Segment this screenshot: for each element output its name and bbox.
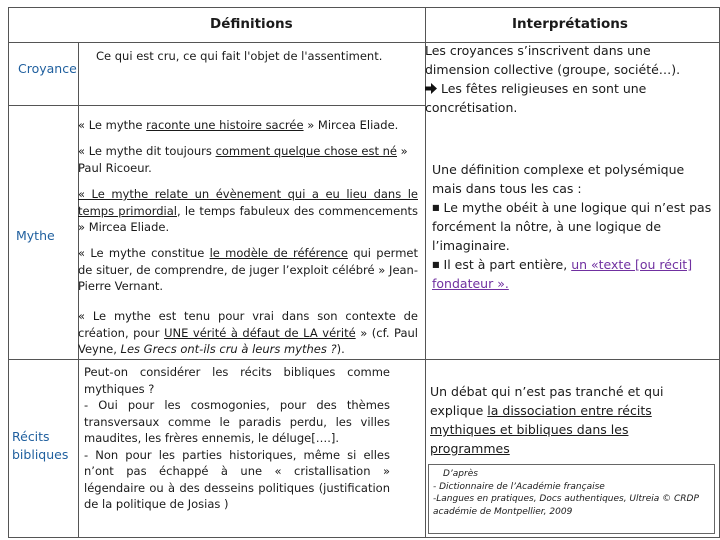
grid-line [8,105,425,106]
croyance-interp-line1: Les croyances s’inscrivent dans une dimension collective (groupe, société…). [425,43,681,77]
grid-line [8,7,9,538]
recits-def-question: Peut-on considérer les récits bibliques comme mythiques ? [84,365,390,396]
header-definitions: Définitions [210,16,293,32]
bullet-icon: ■ [432,260,440,269]
mythe-interp-bullet-1: Le mythe obéit à une logique qui n’est pas forcément la nôtre, à une logique de l’imaginaire. [432,200,712,253]
grid-line [8,7,720,8]
mythe-interpretation [432,160,714,293]
row-label-mythe: Mythe [16,228,55,243]
row-label-recits-bibliques: Récits bibliques [12,429,69,462]
mythe-interp-intro: Une définition complexe et polysémique mais dans tous les cas : [432,162,685,196]
recits-def-oui: - Oui pour les cosmogonies, pour des thèmes transversaux comme le paradis perdu, les villes maudites, les frères ennemis, le déluge[….]. [84,398,390,445]
texte-fondateur-link[interactable]: un «texte [ou récit] fondateur ». [432,257,693,291]
mythe-quote-veyne: « Le mythe est tenu pour vrai dans son contexte de création, pour UNE vérité à défaut de LA vérité » (cf. Paul Veyne, Les Grecs ont-ils cru à leurs mythes ?). [78,309,418,356]
croyance-interpretation [425,41,717,117]
mythe-interp-bullet-2: Il est à part entière, [443,257,572,272]
recits-definition [84,364,390,513]
recits-def-non: - Non pour les parties historiques, même si elles n’ont pas échappé à une « cristallisation » légendaire ou à des desseins politiques (justification de la politique de Josias ) [84,447,390,511]
source-2: -Langues en pratiques, Docs authentiques, Ultreia © CRDP académie de Montpellier, 2009 [433,494,699,517]
mythe-quote-eliade-1: « Le mythe raconte une histoire sacrée » Mircea Eliade. [78,118,399,132]
source-box [428,464,715,534]
mythe-quote-eliade-2: « Le mythe relate un évènement qui a eu lieu dans le temps primordial, le temps fabuleux des commencements » Mircea Eliade. [78,187,418,234]
grid-line [8,537,720,538]
row-label-croyance: Croyance [18,61,77,76]
mythe-quote-vernant: « Le mythe constitue le modèle de référence qui permet de situer, de comprendre, de juger l’exploit célébré » Jean-Pierre Vernant. [78,246,418,293]
source-title: D’après [443,469,478,479]
arrow-right-icon [425,81,437,96]
croyance-definition: Ce qui est cru, ce qui fait l'objet de l'assentiment. [96,49,383,63]
grid-line [8,359,720,360]
header-interpretations: Interprétations [512,16,628,32]
bullet-icon: ■ [432,203,440,212]
croyance-interp-line2: Les fêtes religieuses en sont une concrétisation. [425,81,647,115]
mythe-quote-ricoeur: « Le mythe dit toujours comment quelque chose est né » Paul Ricoeur. [78,144,408,175]
source-1: - Dictionnaire de l’Académie française [433,481,605,492]
recits-interpretation: Un débat qui n’est pas tranché et qui explique la dissociation entre récits mythiques et bibliques dans les programmes [430,384,664,456]
